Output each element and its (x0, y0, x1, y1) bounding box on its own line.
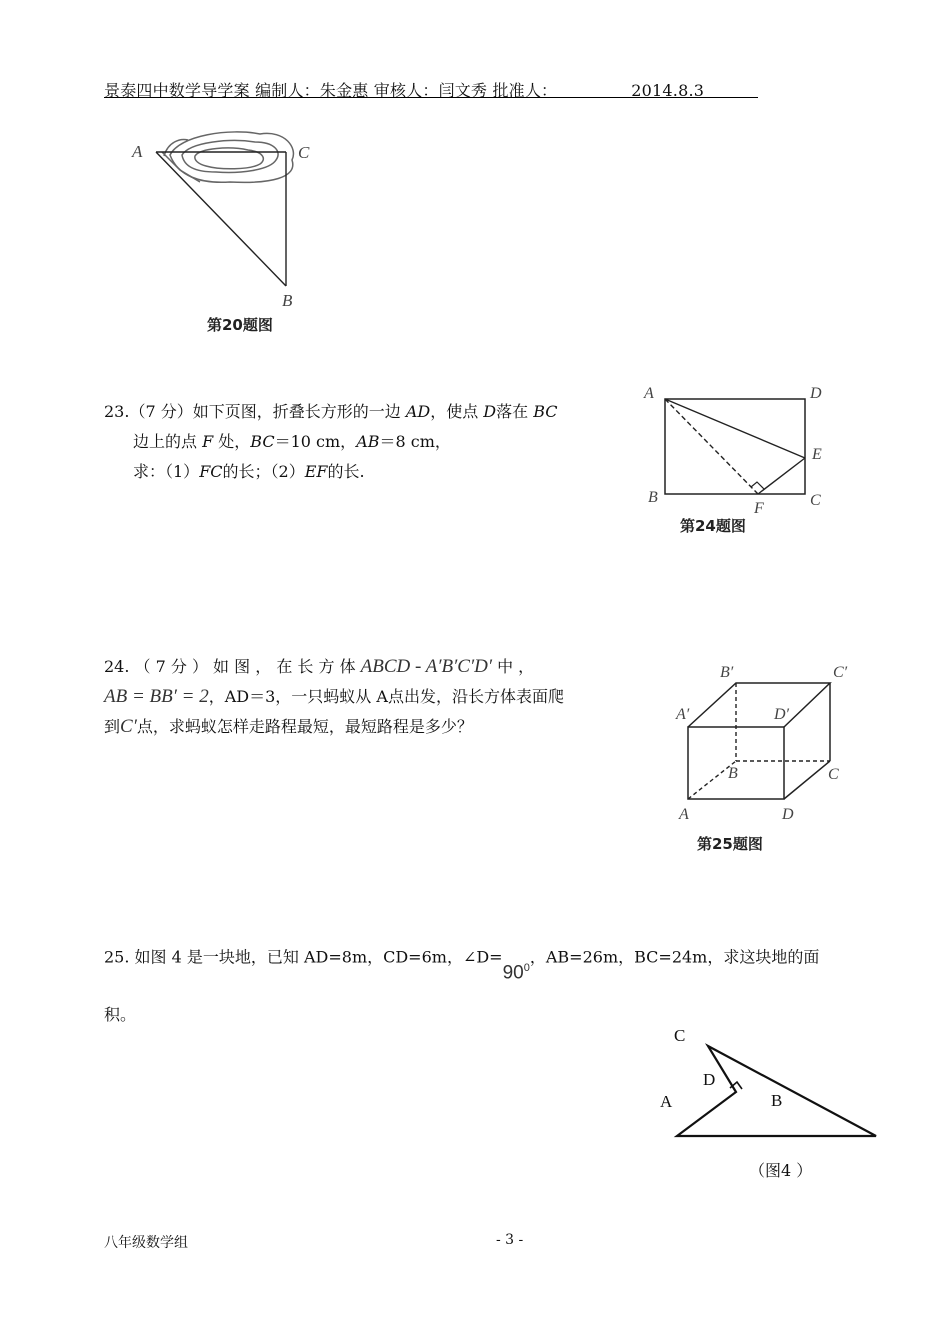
fig4-label-D: D (703, 1070, 716, 1089)
q23-text: ＝10 cm， (274, 432, 357, 451)
q25-line2: 积。 (104, 1005, 137, 1025)
question-25 (104, 937, 864, 1030)
fig4-label-B: B (771, 1091, 783, 1110)
fig24-label-D: D (810, 385, 822, 402)
rectangle-ABCD (665, 399, 805, 494)
q24-line2 (104, 682, 624, 712)
fig24-label-A: A (644, 385, 654, 402)
footer-page-number: - 3 - (496, 1232, 524, 1248)
q23-text: ，使点 (430, 402, 484, 421)
header-rule (104, 97, 758, 98)
q23-var-BC: BC (533, 402, 558, 421)
fig24-label-E: E (812, 446, 822, 463)
top-back-edges (688, 683, 830, 727)
q25-angle-degree: 0 (523, 962, 530, 974)
fig25-caption: 第25题图 (697, 835, 763, 853)
q23-var-EF: EF (304, 462, 328, 481)
q24-text: 24. （ 7 分 ） 如 图 ， 在 长 方 体 (104, 657, 356, 676)
q23-text: 的长. (327, 462, 365, 481)
fig20-label-C: C (298, 143, 310, 162)
footer-left: 八年级数学组 (104, 1235, 188, 1251)
q23-var-BC: BC (250, 432, 275, 451)
q23-text: 求：（1） (133, 462, 200, 481)
q24-math-cuboid: ABCD - A′B′C′D′ (360, 656, 492, 677)
q23-text: 落在 (496, 402, 534, 421)
q23-text: 的长；（2） (222, 462, 305, 481)
q24-line3 (104, 712, 624, 742)
q23-text: 23.（7 分）如下页图，折叠长方形的一边 (104, 402, 406, 421)
q24-math-point: C′ (120, 716, 137, 737)
fig25-label-C: C (828, 766, 839, 783)
segment-AE (665, 399, 805, 458)
fig25-label-B: B (728, 765, 738, 782)
header-text: 景泰四中数学导学案 编制人：朱金惠 审核人：闫文秀 批准人： (104, 81, 558, 100)
fig4-label-A: A (660, 1092, 673, 1111)
question-23 (104, 397, 624, 487)
q23-var-AB: AB (356, 432, 380, 451)
q24-text: 中 ， (497, 657, 535, 676)
fig24-label-F: F (754, 500, 764, 517)
q24-line1 (104, 652, 624, 682)
q23-var-F: F (202, 432, 214, 451)
q24-text: 到 (104, 717, 121, 736)
q23-var-AD: AD (405, 402, 431, 421)
q25-text: 25. 如图 4 是一块地，已知 AD=8m，CD=6m，∠D= (104, 947, 503, 967)
q23-line3 (104, 457, 624, 487)
q25-line1 (104, 937, 864, 984)
segment-AF-dashed (665, 399, 758, 494)
fig25-label-Dp: D′ (774, 706, 790, 723)
fig4-label-C: C (674, 1026, 686, 1045)
q23-text: 边上的点 (133, 432, 203, 451)
fig25-label-Cp: C′ (833, 664, 848, 681)
q24-text: 点，求蚂蚁怎样走路程最短，最短路程是多少？ (136, 717, 473, 736)
fig24-label-B: B (648, 489, 658, 506)
q23-line1 (104, 397, 624, 427)
fig24-caption: 第24题图 (680, 517, 746, 535)
right-angle-mark (751, 482, 764, 489)
q23-line2 (104, 427, 624, 457)
fig25-label-D: D (782, 806, 794, 823)
q25-angle-value (503, 953, 530, 988)
fig20-caption: 第20题图 (207, 316, 273, 334)
fig25-label-Ap: A′ (676, 706, 690, 723)
fig4-caption: （图4 ） (749, 1161, 813, 1180)
segment-FE (758, 458, 805, 494)
figure-20 (120, 120, 350, 345)
question-24 (104, 652, 624, 742)
fig25-label-A: A (679, 806, 689, 823)
q24-text: ，AD＝3，一只蚂蚁从 A点出发，沿长方体表面爬 (208, 687, 564, 706)
q24-math-lengths: AB = BB′ = 2 (104, 686, 209, 707)
q23-var-FC: FC (199, 462, 223, 481)
header-approver-blank (559, 83, 629, 98)
figure-4 (650, 1020, 890, 1150)
fig20-label-A: A (132, 142, 143, 161)
q25-text: ，AB=26m，BC=24m，求这块地的面 (529, 947, 820, 967)
fig20-label-B: B (282, 291, 293, 310)
fig24-label-C: C (810, 492, 821, 509)
fig25-label-Bp: B′ (720, 664, 734, 681)
pond-sketch (162, 132, 293, 182)
q23-text: ＝8 cm， (379, 432, 451, 451)
header-date: 2014.8.3 (631, 81, 705, 100)
figure-25 (670, 655, 870, 830)
figure-24 (640, 378, 840, 518)
q25-angle-number: 90 (502, 962, 524, 984)
q23-var-D: D (483, 402, 497, 421)
q23-text: 处， (213, 432, 251, 451)
right-bottom-edge (784, 761, 830, 799)
